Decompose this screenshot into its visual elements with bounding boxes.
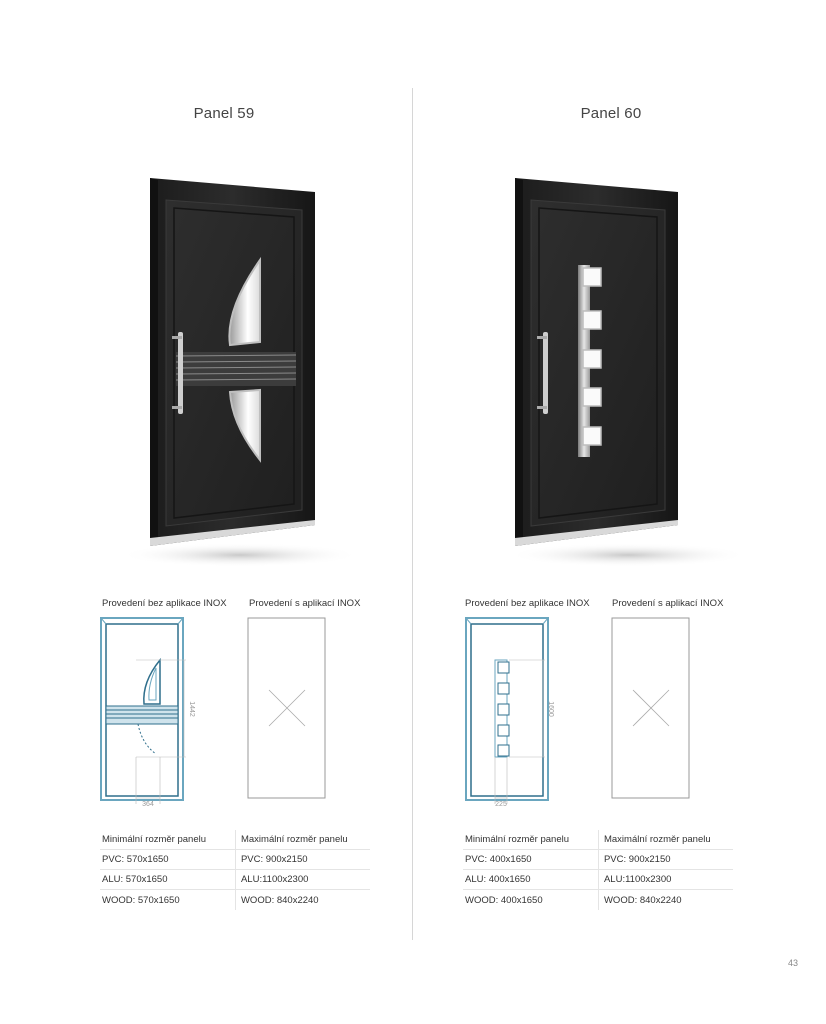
label-with-inox: Provedení s aplikací INOX	[249, 598, 361, 609]
panel-drawing-without-inox	[463, 612, 553, 810]
panel-title: Panel 59	[193, 105, 255, 122]
spec-header-min: Minimální rozměr panelu	[102, 834, 207, 845]
spec-table	[100, 830, 370, 910]
spec-max-value: WOOD: 840x2240	[598, 890, 733, 910]
spec-max-value: ALU:1100x2300	[598, 870, 733, 889]
panel-60-section	[413, 0, 825, 1024]
dim-width: 225	[495, 801, 507, 808]
spec-min-value: ALU: 400x1650	[465, 874, 531, 885]
spec-min-value: WOOD: 400x1650	[465, 894, 543, 906]
spec-table	[463, 830, 733, 910]
spec-min-value: WOOD: 570x1650	[102, 894, 180, 906]
panel-drawing-without-inox	[98, 612, 195, 810]
spec-max-value: ALU:1100x2300	[235, 870, 370, 889]
door-photo-panel-60	[498, 170, 738, 570]
spec-row	[100, 850, 370, 870]
spec-row	[100, 890, 370, 910]
spec-max-value: PVC: 900x2150	[235, 850, 370, 869]
spec-max-value: WOOD: 840x2240	[235, 890, 370, 910]
spec-header-max: Maximální rozměr panelu	[598, 830, 733, 849]
spec-row	[463, 870, 733, 890]
page-number: 43	[787, 958, 798, 968]
panel-59-section	[0, 0, 412, 1024]
spec-min-value: PVC: 570x1650	[102, 854, 169, 865]
spec-row	[100, 870, 370, 890]
dim-height: 1442	[188, 701, 195, 717]
spec-row	[463, 850, 733, 870]
spec-max-value: PVC: 900x2150	[598, 850, 733, 869]
spec-min-value: PVC: 400x1650	[465, 854, 532, 865]
door-photo-panel-59	[110, 170, 350, 570]
spec-header-min: Minimální rozměr panelu	[465, 834, 570, 845]
spec-header-row	[100, 830, 370, 850]
label-with-inox: Provedení s aplikací INOX	[612, 598, 724, 609]
spec-row	[463, 890, 733, 910]
panel-drawing-with-inox	[247, 612, 327, 802]
panel-title: Panel 60	[580, 105, 642, 122]
dim-width: 364	[142, 801, 154, 808]
label-without-inox: Provedení bez aplikace INOX	[465, 598, 590, 609]
dim-height: 1600	[547, 701, 554, 717]
panel-drawing-with-inox	[611, 612, 691, 802]
spec-min-value: ALU: 570x1650	[102, 874, 168, 885]
spec-header-row	[463, 830, 733, 850]
spec-header-max: Maximální rozměr panelu	[235, 830, 370, 849]
label-without-inox: Provedení bez aplikace INOX	[102, 598, 227, 609]
